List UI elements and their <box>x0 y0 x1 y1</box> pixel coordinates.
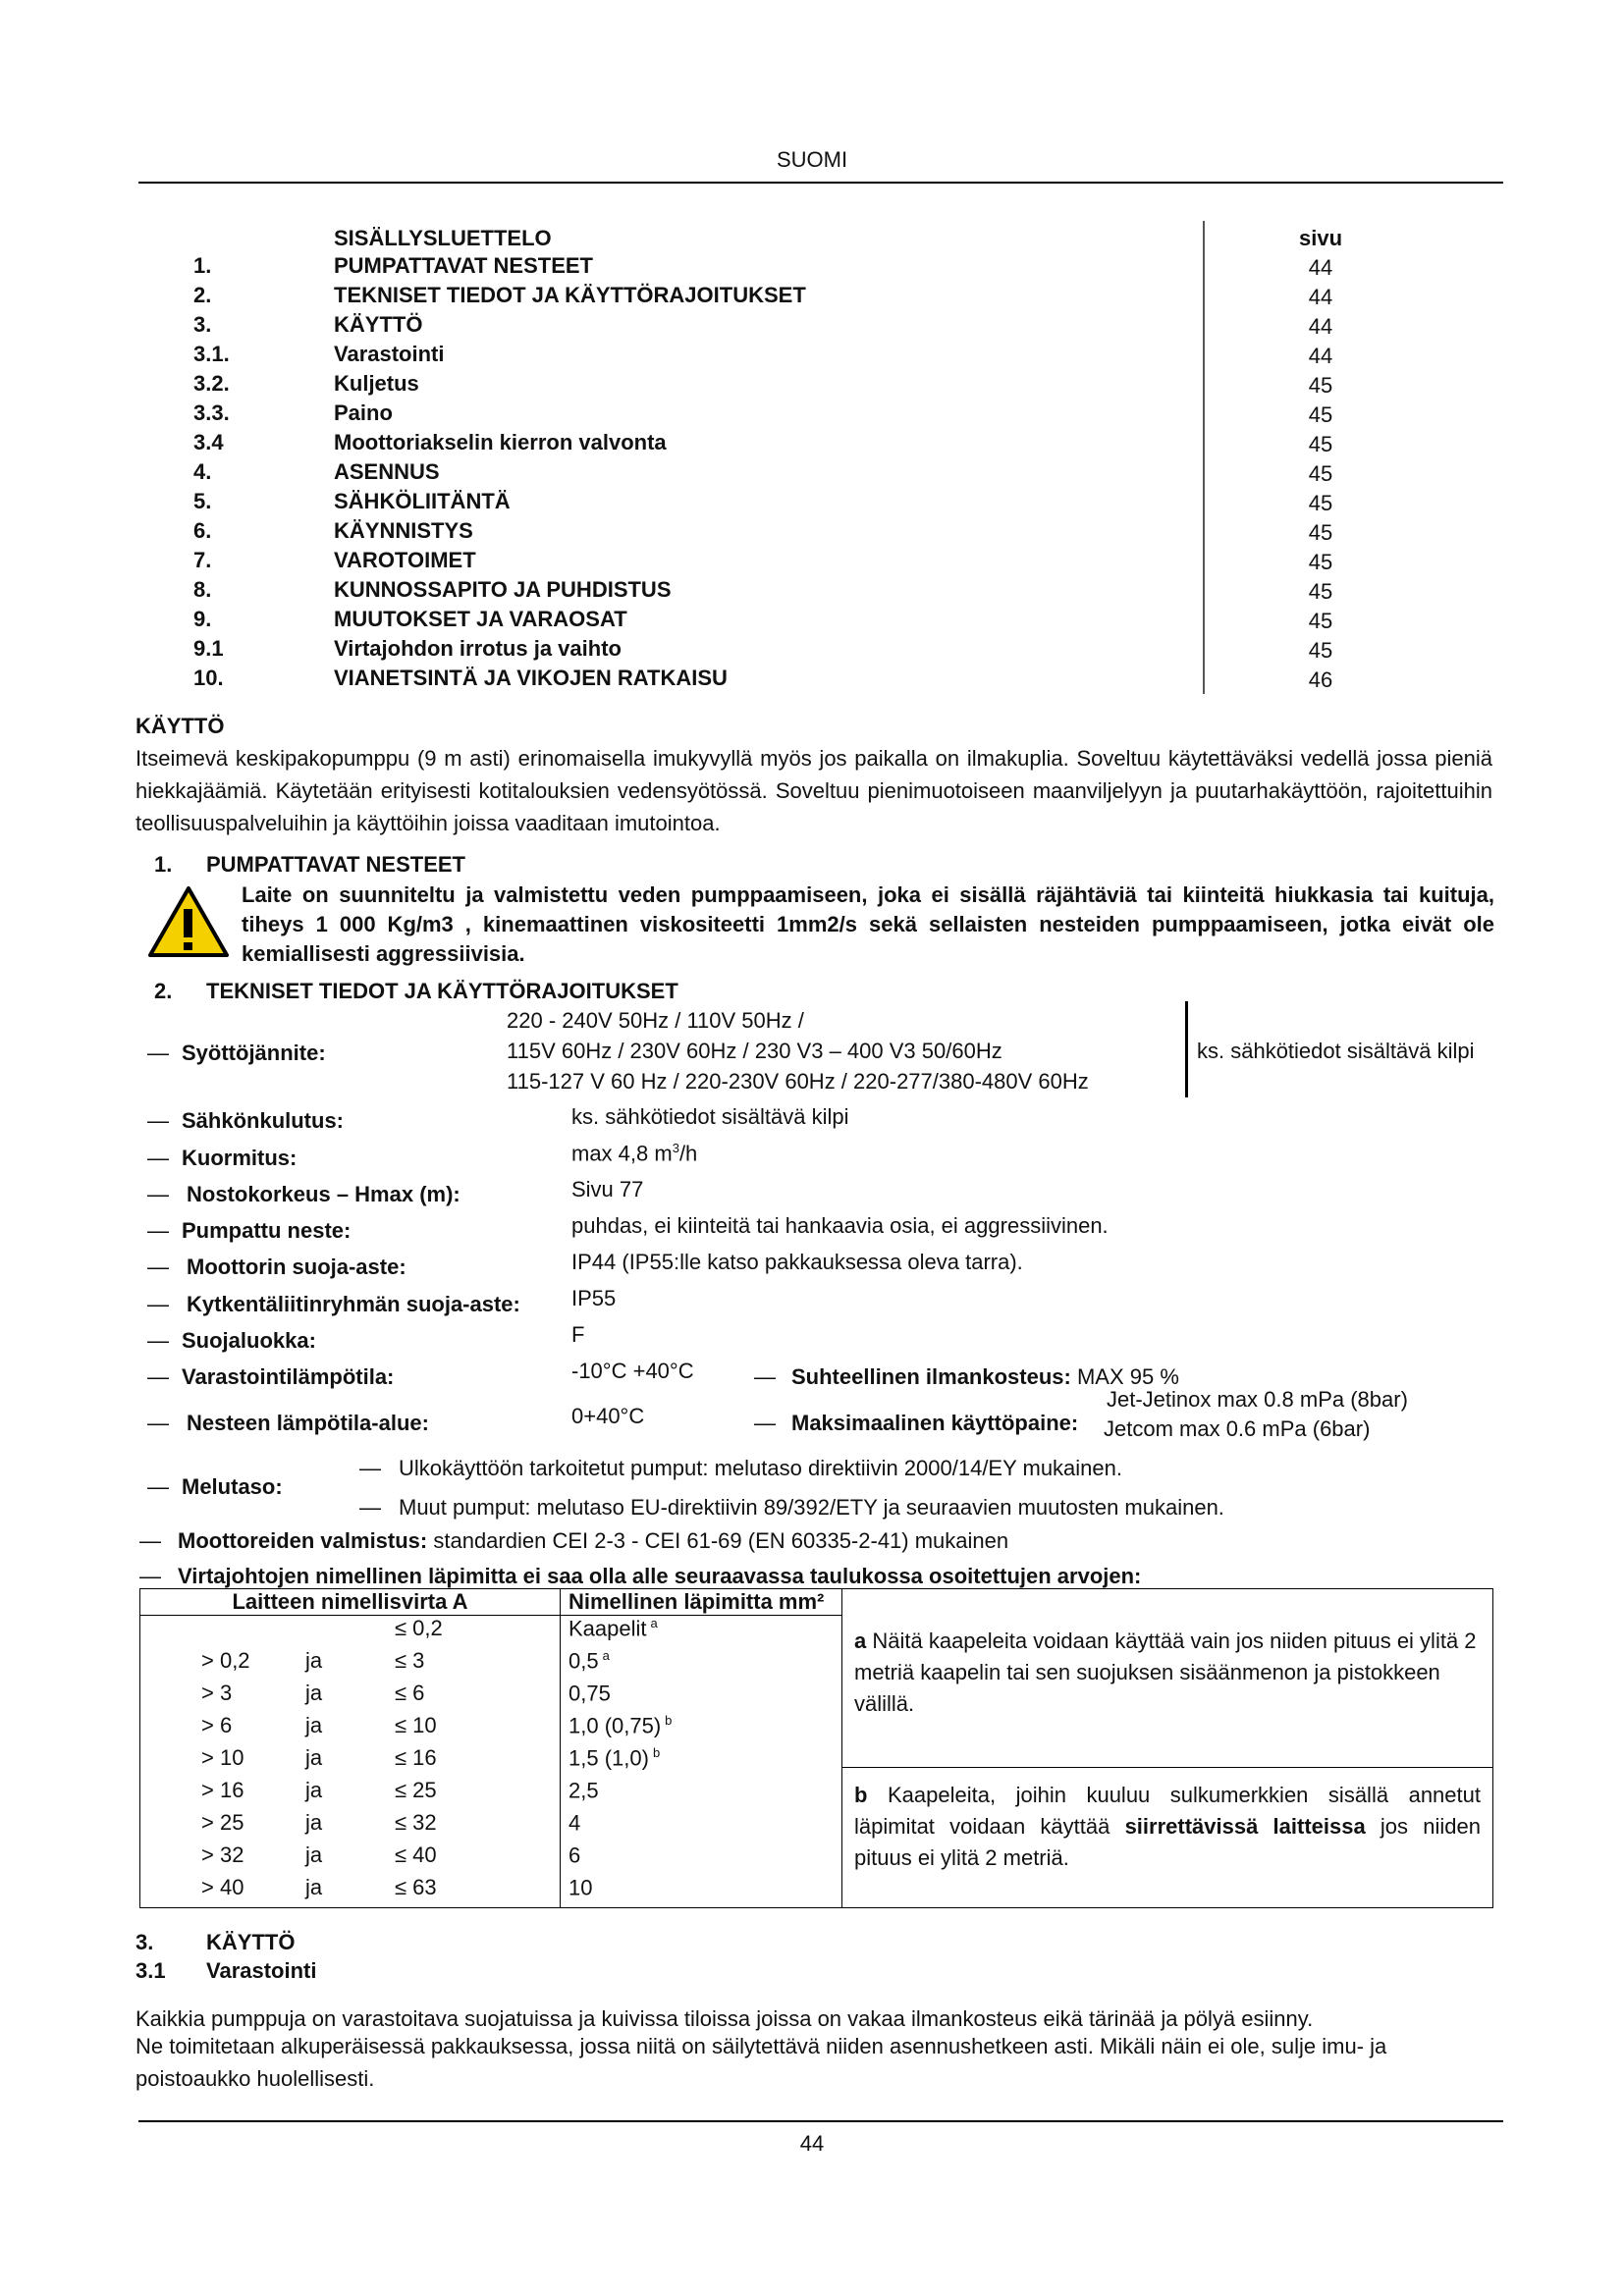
voltage-line-2: 115V 60Hz / 230V 60Hz / 230 V3 – 400 V3 50/60Hz <box>507 1039 1002 1063</box>
voltage-line-3: 115-127 V 60 Hz / 220-230V 60Hz / 220-277/380-480V 60Hz <box>507 1069 1089 1094</box>
toc-item-page: 45 <box>1308 579 1333 604</box>
toc-item-page: 44 <box>1308 285 1333 309</box>
toc-item-title: KUNNOSSAPITO JA PUHDISTUS <box>334 577 672 602</box>
flow-label: Kuormitus: <box>182 1146 298 1170</box>
dash: — <box>147 1292 169 1316</box>
voltage-note: ks. sähkötiedot sisältävä kilpi <box>1197 1039 1475 1063</box>
voltage-label: Syöttöjännite: <box>182 1041 326 1065</box>
section3-1-title: Varastointi <box>206 1958 317 1983</box>
toc-item-page: 45 <box>1308 638 1333 663</box>
voltage-line-1: 220 - 240V 50Hz / 110V 50Hz / <box>507 1008 804 1033</box>
cable-size: 0,5 $^a$ <box>561 1648 842 1681</box>
dash: — <box>147 1255 169 1279</box>
toc-item-title: KÄYNNISTYS <box>334 518 473 543</box>
toc-item-title: PUMPATTAVAT NESTEET <box>334 253 593 278</box>
toc-item-page: 45 <box>1308 550 1333 574</box>
current-to: ≤ 3 <box>395 1648 425 1673</box>
current-from <box>140 1616 298 1649</box>
toc-item-title: VAROTOIMET <box>334 548 476 572</box>
toc-item-title: TEKNISET TIEDOT JA KÄYTTÖRAJOITUKSET <box>334 283 806 307</box>
toc-item-page: 44 <box>1308 314 1333 339</box>
page-header-language: SUOMI <box>776 147 848 172</box>
power-label: Sähkönkulutus: <box>182 1108 345 1133</box>
storage-para-1: Kaikkia pumppuja on varastoitava suojatuissa ja kuivissa tiloissa joissa on vakaa ilmankosteus eikä tärinää ja pölyä esiinny. <box>135 2006 1314 2031</box>
storage-para-2: Ne toimitetaan alkuperäisessä pakkauksessa, jossa niitä on säilytettävä niiden asennushetkeen asti. Mikäli näin ei ole, sulje imu- ja poistoaukko huolellisesti. <box>135 2034 1387 2091</box>
cable-table-header-size: Nimellinen läpimitta mm² <box>561 1589 842 1616</box>
toc-item-number: 9.1 <box>193 636 224 661</box>
toc-item-page: 45 <box>1308 520 1333 545</box>
toc-item-number: 8. <box>193 577 212 602</box>
cable-table-header-notes <box>842 1589 1493 1616</box>
section2-num: 2. <box>154 979 173 1003</box>
cable-table-body <box>140 1616 1493 1908</box>
flow-value: max 4,8 $m^3/h$ <box>571 1141 698 1166</box>
cables-intro: Virtajohtojen nimellinen läpimitta ei saa olla alle seuraavassa taulukossa osoitettujen arvojen: <box>178 1564 1142 1588</box>
dash: — <box>754 1364 776 1389</box>
toc-item-number: 1. <box>193 253 212 278</box>
toc-item-number: 7. <box>193 548 212 572</box>
warning-icon <box>147 885 230 958</box>
current-to: ≤ 40 <box>395 1842 437 1867</box>
cable-size: 0,75 <box>561 1681 842 1713</box>
dash: — <box>147 1146 169 1170</box>
toc-title: SISÄLLYSLUETTELO <box>334 226 552 250</box>
storage-temp-value: -10°C +40°C <box>571 1359 694 1383</box>
section3-num: 3. <box>135 1930 154 1954</box>
insulation-value: F <box>571 1322 585 1347</box>
toc-page-header: sivu <box>1298 226 1343 250</box>
motors-standard: Moottoreiden valmistus: standardien CEI 2-3 - CEI 61-69 (EN 60335-2-41) mukainen <box>178 1528 1009 1553</box>
toc-item-page: 44 <box>1308 255 1333 280</box>
dash: — <box>139 1528 161 1553</box>
toc-item-title: VIANETSINTÄ JA VIKOJEN RATKAISU <box>334 666 728 690</box>
current-from: > 6 <box>140 1713 298 1745</box>
noise-outdoor: Ulkokäyttöön tarkoitetut pumput: melutaso direktiivin 2000/14/EY mukainen. <box>399 1456 1122 1480</box>
toc-divider <box>1203 221 1205 694</box>
dash: — <box>147 1328 169 1353</box>
toc-item-title: ASENNUS <box>334 459 440 484</box>
section1-warning: Laite on suunniteltu ja valmistettu veden pumppaamiseen, joka ei sisällä räjähtäviä tai kiinteitä hiukkasia tai kuituja, tiheys 1 000 Kg/m3 , kinemaattinen viskositeetti 1mm2/s sekä sellaisten nesteiden pumppaamiseen, jotka eivät ole kemiallisesti aggressiivisia. <box>242 882 1494 966</box>
toc-item-title: Moottoriakselin kierron valvonta <box>334 430 667 454</box>
motor-protection-label: Moottorin suoja-aste: <box>187 1255 406 1279</box>
toc-item-title: KÄYTTÖ <box>334 312 423 337</box>
usage-heading: KÄYTTÖ <box>135 714 225 738</box>
section1-title: PUMPATTAVAT NESTEET <box>206 852 465 877</box>
toc-item-number: 3.2. <box>193 371 230 396</box>
toc-item-title: Paino <box>334 400 393 425</box>
dash: — <box>139 1564 161 1588</box>
dash: — <box>754 1411 776 1435</box>
motor-protection-value: IP44 (IP55:lle katso pakkauksessa oleva tarra). <box>571 1250 1023 1274</box>
liquid-value: puhdas, ei kiinteitä tai hankaavia osia, ei aggressiivinen. <box>571 1213 1109 1238</box>
dash: — <box>147 1108 169 1133</box>
note-a: a Näitä kaapeleita voidaan käyttää vain jos niiden pituus ei ylitä 2 metriä kaapelin tai sen suojuksen sisäänmenon ja pistokkeen välillä. <box>842 1616 1492 1768</box>
note-b: b Kaapeleita, joihin kuuluu sulkumerkkien sisällä annetut läpimitat voidaan käyttää siirrettävissä laitteissa jos niiden pituus ei ylitä 2 metriä. <box>854 1782 1481 1870</box>
dash: — <box>147 1182 169 1206</box>
section2-title: TEKNISET TIEDOT JA KÄYTTÖRAJOITUKSET <box>206 979 678 1003</box>
toc-item-page: 45 <box>1308 609 1333 633</box>
toc-item-number: 3. <box>193 312 212 337</box>
current-from: > 0,2 <box>140 1648 298 1681</box>
toc-item-title: MUUTOKSET JA VARAOSAT <box>334 607 627 631</box>
toc-item-page: 45 <box>1308 373 1333 398</box>
current-and: ja <box>305 1745 323 1770</box>
power-value: ks. sähkötiedot sisältävä kilpi <box>571 1104 849 1129</box>
terminal-protection-label: Kytkentäliitinryhmän suoja-aste: <box>187 1292 520 1316</box>
footer-rule <box>138 2120 1503 2122</box>
noise-other: Muut pumput: melutaso EU-direktiivin 89/392/ETY ja seuraavien muutosten mukainen. <box>399 1495 1224 1520</box>
toc-item-number: 3.4 <box>193 430 224 454</box>
current-from: > 40 <box>140 1875 298 1908</box>
dash: — <box>359 1495 381 1520</box>
current-from: > 16 <box>140 1778 298 1810</box>
current-and <box>298 1616 387 1649</box>
section1-num: 1. <box>154 852 173 877</box>
liquid-temp-label: Nesteen lämpötila-alue: <box>187 1411 429 1435</box>
current-to: ≤ 6 <box>395 1681 425 1705</box>
cable-size: 2,5 <box>561 1778 842 1810</box>
dash: — <box>147 1218 169 1243</box>
cable-size: 1,0 (0,75) $^b$ <box>561 1713 842 1745</box>
toc-item-page: 46 <box>1308 667 1333 692</box>
current-and: ja <box>298 1875 387 1908</box>
toc-item-title: Virtajohdon irrotus ja vaihto <box>334 636 622 661</box>
current-to: ≤ 16 <box>395 1745 437 1770</box>
voltage-divider <box>1185 1001 1188 1097</box>
max-pressure-label: Maksimaalinen käyttöpaine: <box>791 1411 1079 1435</box>
current-from: > 32 <box>140 1842 298 1875</box>
current-and: ja <box>305 1713 323 1737</box>
max-pressure-jet: Jet-Jetinox max 0.8 mPa (8bar) <box>1107 1387 1408 1412</box>
cable-size: 1,5 (1,0) $^b$ <box>561 1745 842 1778</box>
current-to: ≤ 25 <box>395 1778 437 1802</box>
humidity: Suhteellinen ilmankosteus: MAX 95 % <box>791 1364 1179 1389</box>
cable-table-header-current: Laitteen nimellisvirta A <box>140 1589 561 1616</box>
toc-item-number: 3.3. <box>193 400 230 425</box>
toc-item-number: 4. <box>193 459 212 484</box>
liquid-label: Pumpattu neste: <box>182 1218 352 1243</box>
toc-item-number: 5. <box>193 489 212 513</box>
noise-label: Melutaso: <box>182 1474 283 1499</box>
current-from: > 10 <box>140 1745 298 1778</box>
cable-size: 6 <box>561 1842 842 1875</box>
toc-item-title: Varastointi <box>334 342 445 366</box>
head-label: Nostokorkeus – Hmax (m): <box>187 1182 460 1206</box>
dash: — <box>359 1456 381 1480</box>
cable-size: Kaapelit $^a$ <box>561 1616 842 1649</box>
toc-item-page: 45 <box>1308 402 1333 427</box>
toc-item-title: Kuljetus <box>334 371 419 396</box>
toc-item-number: 2. <box>193 283 212 307</box>
head-value: Sivu 77 <box>571 1177 644 1201</box>
storage-temp-label: Varastointilämpötila: <box>182 1364 395 1389</box>
toc-item-page: 44 <box>1308 344 1333 368</box>
current-to: ≤ 0,2 <box>395 1616 443 1640</box>
toc-item-page: 45 <box>1308 461 1333 486</box>
cable-size: 10 <box>561 1875 842 1908</box>
page-number: 44 <box>799 2131 825 2156</box>
header-rule <box>138 182 1503 184</box>
toc-item-number: 9. <box>193 607 212 631</box>
dash: — <box>147 1041 169 1065</box>
current-and: ja <box>305 1681 323 1705</box>
current-and: ja <box>305 1648 323 1673</box>
current-to: ≤ 63 <box>387 1875 561 1908</box>
terminal-protection-value: IP55 <box>571 1286 617 1310</box>
current-to: ≤ 32 <box>395 1810 437 1835</box>
table-row <box>140 1616 1493 1649</box>
toc-item-number: 3.1. <box>193 342 230 366</box>
section3-title: KÄYTTÖ <box>206 1930 296 1954</box>
max-pressure-jetcom: Jetcom max 0.6 mPa (6bar) <box>1104 1416 1371 1441</box>
current-and: ja <box>305 1842 323 1867</box>
toc-item-number: 6. <box>193 518 212 543</box>
cable-size: 4 <box>561 1810 842 1842</box>
dash: — <box>147 1411 169 1435</box>
toc-item-number: 10. <box>193 666 224 690</box>
current-and: ja <box>305 1778 323 1802</box>
usage-text: Itseimevä keskipakopumppu (9 m asti) erinomaisella imukyvyllä myös jos paikalla on ilmakuplia. Soveltuu käytettäväksi vedellä jossa pieniä hiekkajäämiä. Käytetään erityisesti kotitalouksien vedensyötössä. Soveltuu pienimuotoiseen maanviljelyyn ja puutarhakäyttöön, rajoitettuihin teollisuuspalveluihin ja käyttöihin joissa vaaditaan imutointoa. <box>135 746 1492 835</box>
toc-item-page: 45 <box>1308 491 1333 515</box>
cable-notes <box>842 1616 1493 1908</box>
current-from: > 3 <box>140 1681 298 1713</box>
liquid-temp-value: 0+40°C <box>571 1404 645 1428</box>
toc-item-title: SÄHKÖLIITÄNTÄ <box>334 489 511 513</box>
insulation-label: Suojaluokka: <box>182 1328 316 1353</box>
current-and: ja <box>305 1810 323 1835</box>
dash: — <box>147 1364 169 1389</box>
current-from: > 25 <box>140 1810 298 1842</box>
dash: — <box>147 1474 169 1499</box>
section3-1-num: 3.1 <box>135 1958 166 1983</box>
current-to: ≤ 10 <box>395 1713 437 1737</box>
toc-item-page: 45 <box>1308 432 1333 456</box>
cable-table <box>139 1588 1493 1908</box>
